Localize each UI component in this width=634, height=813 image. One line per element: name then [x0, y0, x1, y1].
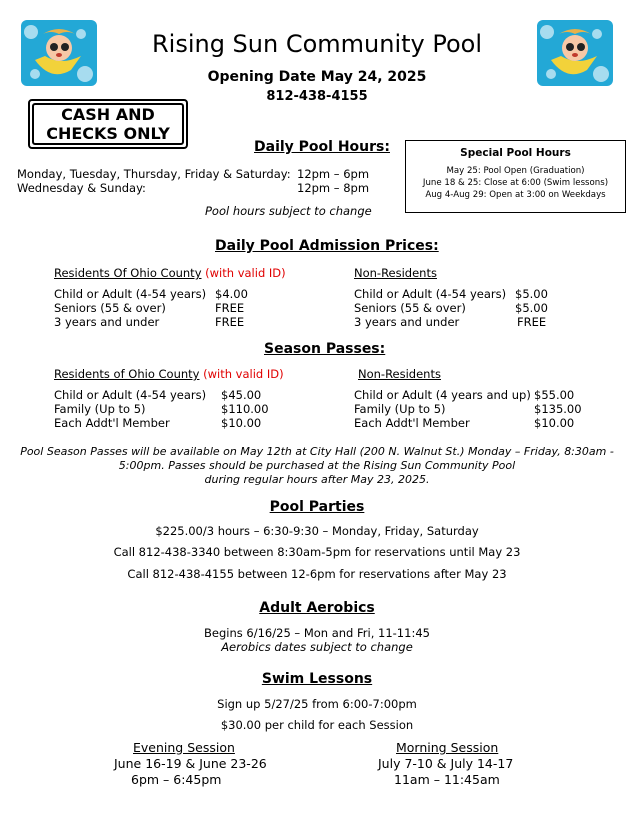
aerobics-heading: Adult Aerobics [259, 600, 375, 616]
aerobics-note: Aerobics dates subject to change [221, 640, 413, 654]
season-nonresidents-label: Non-Residents [358, 367, 441, 381]
season-res-price: $45.00 [221, 388, 262, 402]
opening-date: Opening Date May 24, 2025 [207, 69, 427, 85]
aerobics-line: Begins 6/16/25 – Mon and Fri, 11-11:45 [204, 626, 430, 640]
season-nonres-price: $10.00 [534, 416, 575, 430]
special-hours-box [405, 140, 626, 213]
admission-res-price: FREE [215, 315, 245, 329]
season-heading: Season Passes: [264, 341, 386, 357]
admission-nonres-item: Child or Adult (4-54 years) [354, 287, 507, 301]
season-nonres-item: Child or Adult (4 years and up) [354, 388, 531, 402]
admission-nonres-price: $5.00 [515, 287, 548, 301]
cash-badge-line-2: CHECKS ONLY [46, 124, 170, 143]
admission-nonres-price: FREE [517, 315, 547, 329]
admission-res-price: FREE [215, 301, 245, 315]
admission-nonres-price: $5.00 [515, 301, 548, 315]
hours-row-2-time: 12pm – 8pm [297, 181, 370, 195]
admission-residents-header [54, 266, 286, 280]
season-res-item: Child or Adult (4-54 years) [54, 388, 207, 402]
hours-heading: Daily Pool Hours: [254, 139, 390, 155]
phone-number: 812-438-4155 [266, 89, 368, 104]
admission-nonres-item: Seniors (55 & over) [354, 301, 466, 315]
admission-res-item: Seniors (55 & over) [54, 301, 166, 315]
lessons-price: $30.00 per child for each Session [220, 718, 414, 732]
season-res-price: $10.00 [221, 416, 262, 430]
season-nonres-price: $55.00 [534, 388, 575, 402]
evening-session-dates: June 16-19 & June 23-26 [114, 756, 267, 771]
admission-residents-qualifier: (with valid ID) [205, 266, 286, 280]
cash-badge-line-1: CASH AND [61, 105, 155, 124]
lessons-signup: Sign up 5/27/25 from 6:00-7:00pm [217, 697, 417, 711]
parties-heading: Pool Parties [269, 499, 365, 515]
admission-heading: Daily Pool Admission Prices: [215, 238, 439, 254]
admission-residents-label: Residents Of Ohio County [54, 266, 202, 280]
cash-checks-badge [28, 99, 188, 149]
season-residents-qualifier: (with valid ID) [203, 367, 284, 381]
morning-session-time: 11am – 11:45am [394, 772, 500, 787]
evening-session-time: 6pm – 6:45pm [131, 772, 222, 787]
hours-note: Pool hours subject to change [205, 204, 372, 218]
admission-res-item: 3 years and under [54, 315, 160, 329]
morning-session-label: Morning Session [396, 740, 499, 755]
parties-line: Call 812-438-4155 between 12-6pm for reservations after May 23 [127, 567, 507, 581]
special-hours-line: June 18 & 25: Close at 6:00 (Swim lessons) [422, 178, 609, 188]
season-note-line: Pool Season Passes will be available on May 12th at City Hall (200 N. Walnut St.) Monday – Friday, 8:30am - [20, 445, 614, 458]
season-residents-label: Residents of Ohio County [54, 367, 200, 381]
admission-nonres-item: 3 years and under [354, 315, 460, 329]
season-note-line: during regular hours after May 23, 2025. [204, 473, 430, 486]
parties-line: $225.00/3 hours – 6:30-9:30 – Monday, Friday, Saturday [155, 524, 479, 538]
hours-row-1-time: 12pm – 6pm [297, 167, 370, 181]
season-res-item: Family (Up to 5) [54, 402, 146, 416]
page-title: Rising Sun Community Pool [151, 30, 483, 58]
evening-session-label: Evening Session [133, 740, 235, 755]
season-nonres-price: $135.00 [534, 402, 582, 416]
hours-row-1-days: Monday, Tuesday, Thursday, Friday & Saturday: [17, 167, 291, 181]
season-nonres-item: Family (Up to 5) [354, 402, 446, 416]
parties-line: Call 812-438-3340 between 8:30am-5pm for reservations until May 23 [113, 545, 521, 559]
admission-nonresidents-label: Non-Residents [354, 266, 437, 280]
season-note-line: 5:00pm. Passes should be purchased at the Rising Sun Community Pool [118, 459, 516, 472]
season-nonres-item: Each Addt'l Member [354, 416, 470, 430]
lessons-heading: Swim Lessons [261, 671, 373, 687]
hours-row-2-days: Wednesday & Sunday: [17, 181, 146, 195]
season-res-price: $110.00 [221, 402, 269, 416]
special-hours-line: May 25: Pool Open (Graduation) [446, 166, 585, 176]
season-res-item: Each Addt'l Member [54, 416, 170, 430]
special-hours-title: Special Pool Hours [460, 147, 571, 159]
special-hours-line: Aug 4-Aug 29: Open at 3:00 on Weekdays [425, 190, 606, 200]
admission-res-price: $4.00 [215, 287, 248, 301]
admission-res-item: Child or Adult (4-54 years) [54, 287, 207, 301]
season-residents-header [54, 367, 284, 381]
morning-session-dates: July 7-10 & July 14-17 [378, 756, 514, 771]
